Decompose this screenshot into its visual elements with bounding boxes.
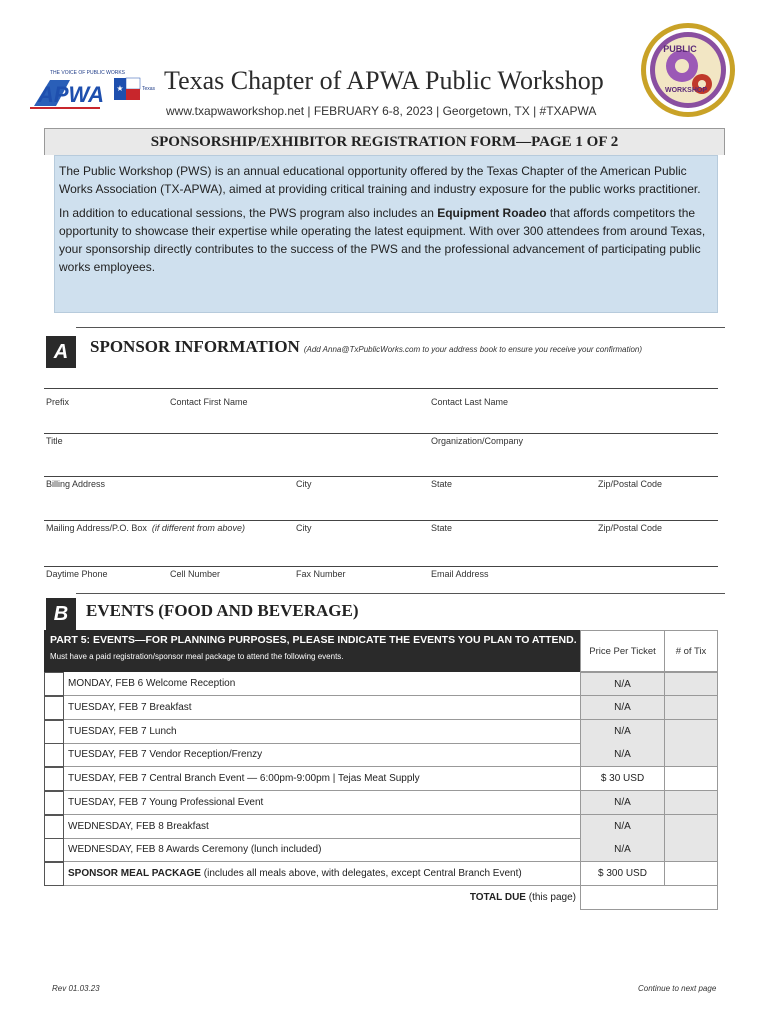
section-b-title: EVENTS (FOOD AND BEVERAGE) xyxy=(86,601,359,620)
form-title: SPONSORSHIP/EXHIBITOR REGISTRATION FORM—PAGE 1 OF 2 xyxy=(44,128,725,155)
field-cell-number[interactable]: Cell Number xyxy=(170,569,221,579)
field-billing-state[interactable]: State xyxy=(431,479,453,489)
event-checkbox[interactable] xyxy=(44,815,64,839)
total-due-field[interactable] xyxy=(580,886,718,910)
field-organization[interactable]: Organization/Company xyxy=(431,436,524,446)
field-line-name xyxy=(44,388,718,389)
event-price: N/A xyxy=(580,743,665,767)
event-row xyxy=(44,720,718,744)
event-price: N/A xyxy=(580,815,665,839)
field-line-title xyxy=(44,433,718,434)
intro-paragraph-1: The Public Workshop (PWS) is an annual educational opportunity offered by the Texas Chapter of the American Public Works Association (TX-APWA), aimed at providing critical training and industry exposure for the public works practitioner. xyxy=(59,164,701,196)
section-a-note: (Add Anna@TxPublicWorks.com to your address book to ensure you receive your confirmation) xyxy=(303,345,643,354)
field-line-mailing xyxy=(44,520,718,521)
event-tix-input[interactable] xyxy=(665,672,718,696)
field-billing-city[interactable]: City xyxy=(296,479,312,489)
field-mailing-zip[interactable]: Zip/Postal Code xyxy=(598,523,663,533)
event-tix-input[interactable] xyxy=(665,696,718,720)
event-label: TUESDAY, FEB 7 Central Branch Event — 6:00pm-9:00pm | Tejas Meat Supply xyxy=(64,767,580,791)
event-row xyxy=(44,672,718,696)
field-last-name[interactable]: Contact Last Name xyxy=(431,397,509,407)
event-price: N/A xyxy=(580,791,665,815)
svg-text:★: ★ xyxy=(116,84,124,93)
event-checkbox[interactable] xyxy=(44,767,64,791)
event-row xyxy=(44,743,718,767)
event-label: TUESDAY, FEB 7 Young Professional Event xyxy=(64,791,580,815)
event-tix-input[interactable] xyxy=(665,791,718,815)
total-due-label: TOTAL DUE (this page) xyxy=(469,892,576,903)
events-header xyxy=(44,630,580,672)
field-line-contact xyxy=(44,566,718,567)
apwa-logo xyxy=(30,66,156,110)
intro-paragraph-2: In addition to educational sessions, the PWS program also includes an Equipment Roadeo that affords competitors the opportunity to showcase their expertise while operating the latest equipment. With over 300 attendees from around Texas, your sponsorship directly contributes to the success of the PWS and the professional advancement of participating public works employees. xyxy=(59,206,706,274)
event-label: TUESDAY, FEB 7 Vendor Reception/Frenzy xyxy=(64,743,580,767)
event-row xyxy=(44,815,718,839)
events-header-note: Must have a paid registration/sponsor meal package to attend the following events. xyxy=(50,652,344,661)
event-checkbox[interactable] xyxy=(44,791,64,815)
section-b-badge: B xyxy=(46,598,76,630)
event-tix-input[interactable] xyxy=(665,743,718,767)
field-first-name[interactable]: Contact First Name xyxy=(170,397,248,407)
equipment-roadeo-text: Equipment Roadeo xyxy=(437,206,547,220)
event-checkbox[interactable] xyxy=(44,696,64,720)
sponsor-meal-package-label: SPONSOR MEAL PACKAGE (includes all meals above, with delegates, except Central Branch Event) xyxy=(64,862,580,886)
event-checkbox[interactable] xyxy=(44,743,64,767)
sponsor-meal-package-row xyxy=(44,862,718,886)
sponsor-meal-package-price: $ 300 USD xyxy=(580,862,665,886)
seal-text-workshop: WORKSHOP xyxy=(665,87,707,94)
field-prefix[interactable]: Prefix xyxy=(46,397,70,407)
section-a-title: SPONSOR INFORMATION (Add Anna@TxPublicWorks.com to your address book to ensure you receive your confirmation) xyxy=(90,337,643,356)
event-tix-input[interactable] xyxy=(665,815,718,839)
revision-label: Rev 01.03.23 xyxy=(52,984,100,993)
sponsor-meal-package-checkbox[interactable] xyxy=(44,862,64,886)
field-mailing-state[interactable]: State xyxy=(431,523,453,533)
event-label: MONDAY, FEB 6 Welcome Reception xyxy=(64,672,580,696)
field-daytime-phone[interactable]: Daytime Phone xyxy=(46,569,108,579)
event-row xyxy=(44,696,718,720)
event-price: N/A xyxy=(580,720,665,744)
event-tix-input[interactable] xyxy=(665,838,718,862)
logo-state: Texas xyxy=(142,86,156,92)
event-checkbox[interactable] xyxy=(44,838,64,862)
field-line-billing xyxy=(44,476,718,477)
field-mailing-address[interactable]: Mailing Address/P.O. Box (if different from above) xyxy=(46,523,245,533)
event-label: TUESDAY, FEB 7 Lunch xyxy=(64,720,580,744)
col-price-per-ticket: Price Per Ticket xyxy=(580,630,665,672)
event-price: N/A xyxy=(580,672,665,696)
field-fax-number[interactable]: Fax Number xyxy=(296,569,346,579)
field-billing-address[interactable]: Billing Address xyxy=(46,479,106,489)
event-row xyxy=(44,838,718,862)
section-a-badge: A xyxy=(46,336,76,368)
event-details: www.txapwaworkshop.net | FEBRUARY 6-8, 2023 | Georgetown, TX | #TXAPWA xyxy=(166,104,597,118)
intro-box xyxy=(54,155,718,313)
logo-tagline: THE VOICE OF PUBLIC WORKS xyxy=(50,70,126,76)
event-row xyxy=(44,767,718,791)
event-label: TUESDAY, FEB 7 Breakfast xyxy=(64,696,580,720)
public-workshop-seal xyxy=(640,22,736,118)
field-billing-zip[interactable]: Zip/Postal Code xyxy=(598,479,663,489)
event-checkbox[interactable] xyxy=(44,672,64,696)
sponsor-meal-package-tix[interactable] xyxy=(665,862,718,886)
event-row xyxy=(44,791,718,815)
logo-wordmark: APWA xyxy=(38,82,104,107)
event-price: $ 30 USD xyxy=(580,767,665,791)
events-header-title: PART 5: EVENTS—FOR PLANNING PURPOSES, PLEASE INDICATE THE EVENTS YOU PLAN TO ATTEND. xyxy=(50,634,577,646)
field-mailing-city[interactable]: City xyxy=(296,523,312,533)
event-label: WEDNESDAY, FEB 8 Awards Ceremony (lunch included) xyxy=(64,838,580,862)
event-price: N/A xyxy=(580,838,665,862)
section-a-rule xyxy=(76,327,725,328)
event-tix-input[interactable] xyxy=(665,767,718,791)
event-label: WEDNESDAY, FEB 8 Breakfast xyxy=(64,815,580,839)
continue-label: Continue to next page xyxy=(638,984,717,993)
field-email-address[interactable]: Email Address xyxy=(431,569,489,579)
page-title: Texas Chapter of APWA Public Workshop xyxy=(164,66,604,95)
event-checkbox[interactable] xyxy=(44,720,64,744)
field-title[interactable]: Title xyxy=(46,436,63,446)
col-num-tix: # of Tix xyxy=(665,630,718,672)
event-price: N/A xyxy=(580,696,665,720)
event-tix-input[interactable] xyxy=(665,720,718,744)
seal-text-public: PUBLIC xyxy=(663,44,697,54)
section-b-rule xyxy=(76,593,725,594)
